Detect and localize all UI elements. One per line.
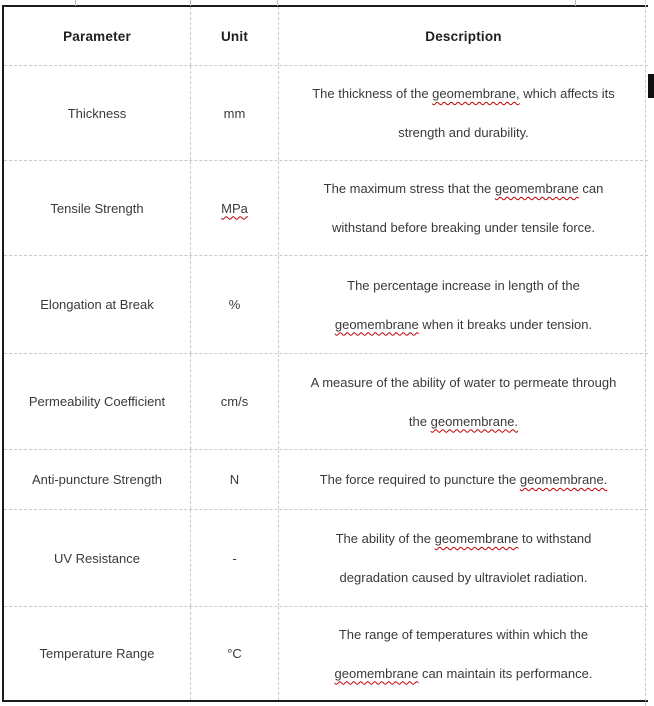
parameters-table [2, 5, 648, 702]
description-line [409, 402, 518, 441]
description-text: can maintain its performance. [418, 665, 593, 681]
parameter-cell[interactable] [4, 354, 191, 449]
gridline-tick [575, 0, 576, 6]
misspelled-word: geomembrane, [432, 86, 520, 101]
description-line [347, 266, 580, 305]
description-text: strength and durability. [398, 125, 529, 140]
description-line [311, 363, 617, 402]
misspelled-word: geomembrane. [430, 413, 519, 429]
description-line [398, 113, 529, 152]
description-text: The percentage increase in length of the [347, 277, 580, 293]
unit-cell[interactable] [191, 354, 279, 449]
description-cell[interactable] [279, 510, 648, 606]
unit-text: cm/s [220, 394, 249, 409]
parameter-text: Thickness [67, 105, 127, 121]
description-text: degradation caused by ultraviolet radiation. [339, 570, 588, 585]
parameter-cell[interactable] [4, 607, 191, 700]
misspelled-word: geomembrane [434, 531, 519, 546]
description-line [332, 208, 595, 247]
description-cell[interactable] [279, 607, 648, 700]
table-row [4, 66, 648, 161]
parameter-text: Temperature Range [39, 646, 155, 661]
table-header-row [4, 7, 648, 66]
header-label-parameter: Parameter [63, 28, 131, 44]
description-text: which affects its [519, 86, 615, 101]
parameter-text: UV Resistance [54, 550, 140, 566]
misspelled-word: geomembrane [334, 316, 419, 332]
gridline-tick [75, 0, 76, 6]
parameter-cell[interactable] [4, 510, 191, 606]
description-text: to withstand [518, 531, 592, 546]
table-row [4, 607, 648, 700]
table-right-gridline [645, 0, 646, 706]
description-cell[interactable] [279, 354, 648, 449]
description-cell[interactable] [279, 66, 648, 160]
table-row [4, 450, 648, 510]
gridline-tick [190, 0, 191, 6]
table-row [4, 354, 648, 450]
description-line [324, 169, 604, 208]
header-cell-unit[interactable] [191, 7, 279, 65]
header-cell-parameter[interactable] [4, 7, 191, 65]
parameter-cell[interactable] [4, 161, 191, 255]
description-line [339, 615, 588, 654]
header-cell-description[interactable] [279, 7, 648, 65]
description-line [340, 558, 588, 597]
unit-cell[interactable] [191, 256, 279, 353]
description-line [336, 519, 592, 558]
misspelled-word: geomembrane [334, 665, 419, 681]
unit-text: °C [227, 646, 242, 661]
description-line [320, 460, 608, 499]
unit-cell[interactable] [191, 161, 279, 255]
parameter-cell[interactable] [4, 256, 191, 353]
description-text: can [578, 181, 604, 196]
unit-cell[interactable] [191, 607, 279, 700]
description-cell[interactable] [279, 256, 648, 353]
misspelled-word: MPa [221, 200, 248, 216]
description-line [312, 74, 615, 113]
table-row [4, 510, 648, 607]
misspelled-word: geomembrane [494, 181, 579, 196]
table-row [4, 161, 648, 256]
unit-text: % [228, 297, 241, 312]
unit-text: mm [223, 105, 246, 121]
parameter-cell[interactable] [4, 450, 191, 509]
description-text: The force required to puncture the [319, 472, 520, 487]
header-label-description: Description [425, 28, 502, 44]
description-cell[interactable] [279, 450, 648, 509]
description-text: withstand before breaking under tensile force. [331, 220, 596, 235]
unit-text: - [232, 550, 237, 566]
description-text: The range of temperatures within which the [338, 626, 589, 642]
unit-cell[interactable] [191, 510, 279, 606]
gridline-tick [277, 0, 278, 6]
description-text: The maximum stress that the [323, 181, 495, 196]
parameter-text: Permeability Coefficient [28, 394, 166, 409]
description-text: The ability of the [335, 531, 435, 546]
parameter-text: Elongation at Break [40, 297, 154, 312]
table-row [4, 256, 648, 354]
description-text: when it breaks under tension. [418, 316, 593, 332]
misspelled-word: geomembrane. [519, 472, 608, 487]
parameter-cell[interactable] [4, 66, 191, 160]
description-line [335, 654, 593, 693]
unit-text: N [229, 472, 240, 487]
parameter-text: Tensile Strength [50, 200, 144, 216]
description-text: A measure of the ability of water to permeate through [310, 374, 617, 390]
description-text: The thickness of the [312, 86, 433, 101]
description-text: the [408, 413, 431, 429]
header-label-unit: Unit [220, 28, 249, 44]
description-line [335, 305, 592, 344]
unit-cell[interactable] [191, 66, 279, 160]
description-cell[interactable] [279, 161, 648, 255]
right-edge-cursor-block [648, 74, 654, 98]
parameter-text: Anti-puncture Strength [31, 472, 163, 487]
unit-cell[interactable] [191, 450, 279, 509]
